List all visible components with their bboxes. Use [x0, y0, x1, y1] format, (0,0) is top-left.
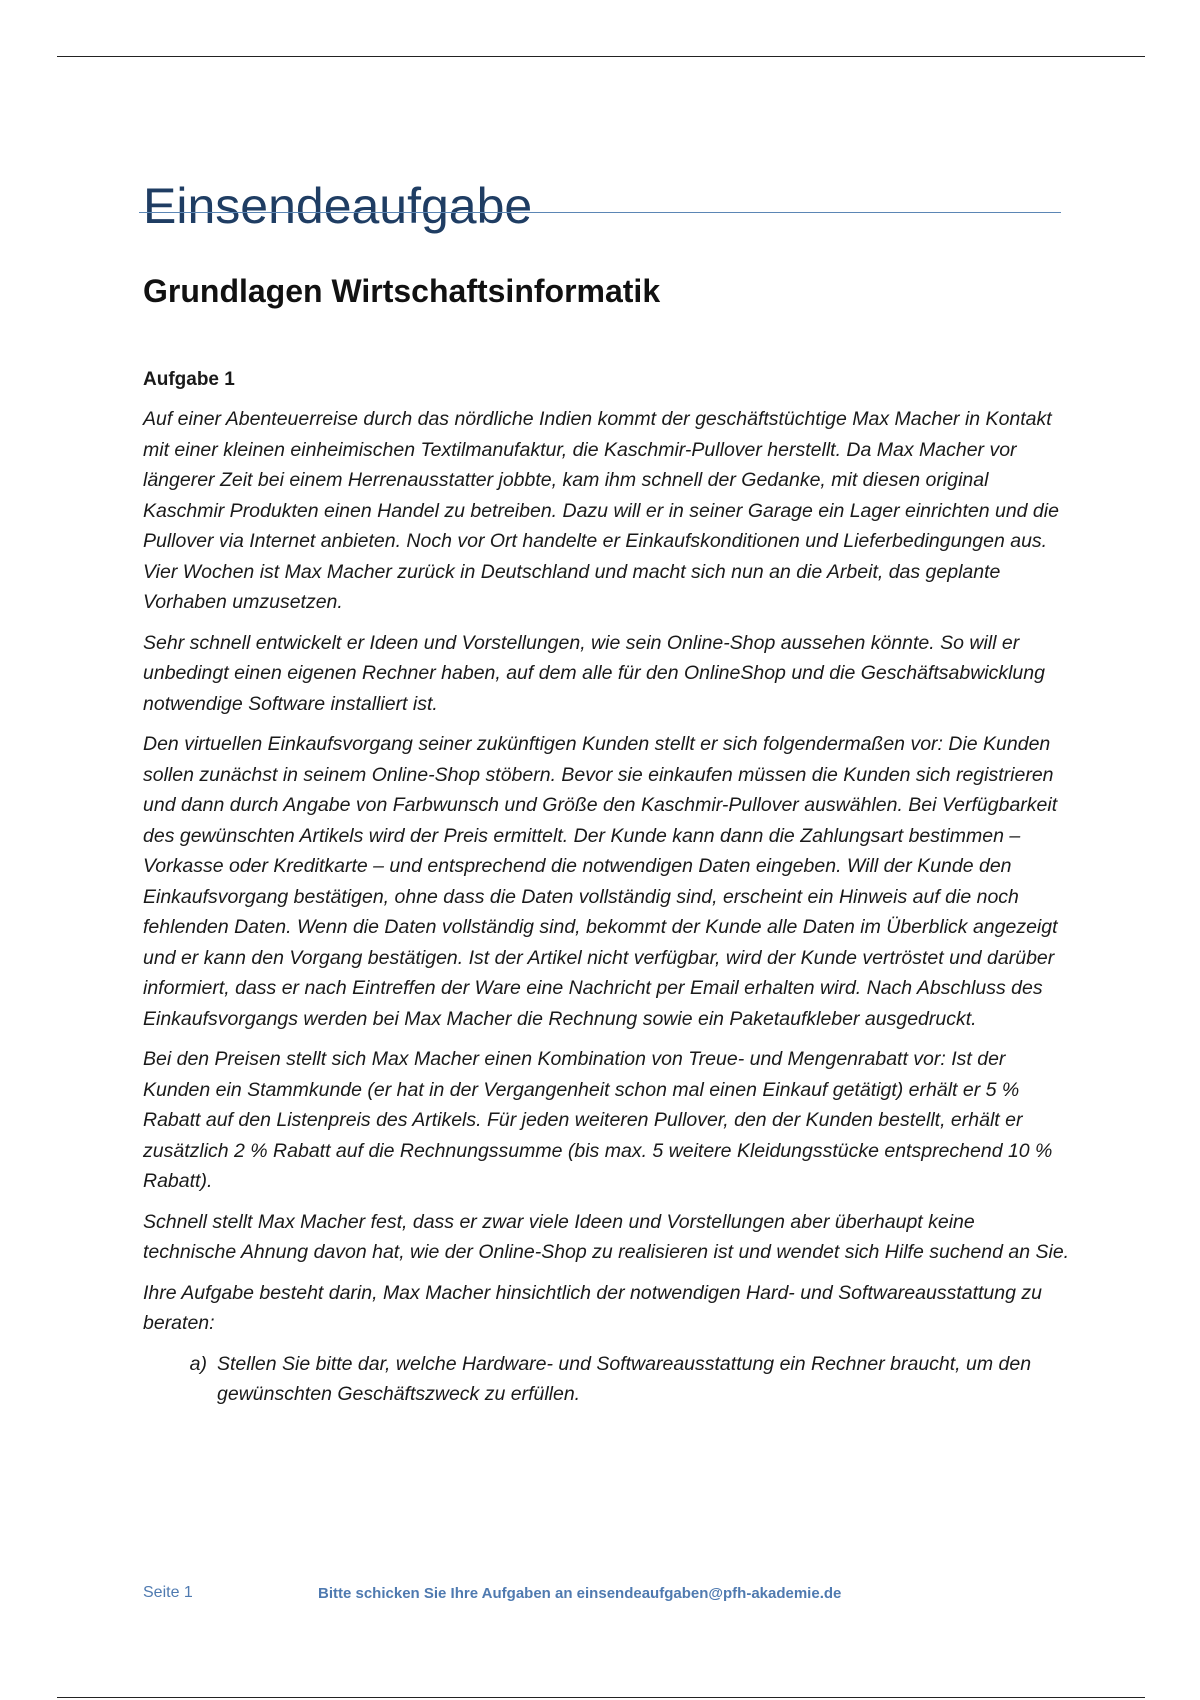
header-rule [57, 56, 1145, 57]
page-title: Einsendeaufgabe [143, 177, 533, 234]
page-subtitle: Grundlagen Wirtschaftsinformatik [143, 272, 661, 309]
task-content [143, 366, 1073, 1410]
paragraph-assignment: Ihre Aufgabe besteht darin, Max Macher hinsichtlich der notwendigen Hard- und Softwareausstattung zu beraten: [143, 1281, 1042, 1334]
task-heading: Aufgabe 1 [143, 369, 235, 390]
paragraph-intro: Auf einer Abenteuerreise durch das nördliche Indien kommt der geschäftstüchtige Max Macher in Kontakt mit einer kleinen einheimischen Textilmanufaktur, die Kaschmir-Pullover herstellt. Da Max Macher vor längerer Zeit bei einem Herrenausstatter jobbte, kam ihm schnell der Gedanke, mit diesen original Kaschmir Produkten einen Handel zu betreiben. Dazu will er in seiner Garage ein Lager einrichten und die Pullover via Internet anbieten. Noch vor Ort handelte er Einkaufskonditionen und Lieferbedingungen aus. Vier Wochen ist Max Macher zurück in Deutschland und macht sich nun an die Arbeit, das geplante Vorhaben umzusetzen. [143, 408, 1059, 613]
list-item [143, 1349, 1073, 1410]
paragraph-ideas: Sehr schnell entwickelt er Ideen und Vorstellungen, wie sein Online-Shop aussehen könnte. So will er unbedingt einen eigenen Rechner haben, auf dem alle für den OnlineShop und die Geschäftsabwicklung notwendige Software installiert ist. [143, 631, 1045, 715]
footer-submission-note: Bitte schicken Sie Ihre Aufgaben an einsendeaufgaben@pfh-akademie.de [318, 1585, 842, 1602]
footer-page-number: Seite 1 [143, 1584, 193, 1601]
title-underline [139, 212, 1061, 213]
footer-rule [57, 1697, 1145, 1698]
list-item-marker: a) [189, 1352, 207, 1375]
list-item-text: Stellen Sie bitte dar, welche Hardware- und Softwareausstattung ein Rechner braucht, um den gewünschten Geschäftszweck zu erfüllen. [217, 1352, 1032, 1405]
paragraph-pricing: Bei den Preisen stellt sich Max Macher einen Kombination von Treue- und Mengenrabatt vor: Ist der Kunden ein Stammkunde (er hat in der Vergangenheit schon mal einen Einkauf getätigt) erhält er 5 % Rabatt auf den Listenpreis des Artikels. Für jeden weiteren Pullover, den der Kunden bestellt, erhält er zusätzlich 2 % Rabatt auf die Rechnungssumme (bis max. 5 weitere Kleidungsstücke entsprechend 10 % Rabatt). [143, 1048, 1053, 1192]
page-footer [143, 1584, 1073, 1608]
paragraph-request-help: Schnell stellt Max Macher fest, dass er zwar viele Ideen und Vorstellungen aber überhaupt keine technische Ahnung davon hat, wie der Online-Shop zu realisieren ist und wendet sich Hilfe suchend an Sie. [143, 1210, 1070, 1263]
paragraph-shopping-process: Den virtuellen Einkaufsvorgang seiner zukünftigen Kunden stellt er sich folgendermaßen vor: Die Kunden sollen zunächst in seinem Online-Shop stöbern. Bevor sie einkaufen müssen die Kunden sich registrieren und dann durch Angabe von Farbwunsch und Größe den Kaschmir-Pullover auswählen. Bei Verfügbarkeit des gewünschten Artikels wird der Preis ermittelt. Der Kunde kann dann die Zahlungsart bestimmen – Vorkasse oder Kreditkarte – und entsprechend die notwendigen Daten eingeben. Will der Kunde den Einkaufsvorgang bestätigen, ohne dass die Daten vollständig sind, erscheint ein Hinweis auf die noch fehlenden Daten. Wenn die Daten vollständig sind, bekommt der Kunde alle Daten im Überblick angezeigt und er kann den Vorgang bestätigen. Ist der Artikel nicht verfügbar, wird der Kunde vertröstet und darüber informiert, dass er nach Eintreffen der Ware eine Nachricht per Email erhalten wird. Nach Abschluss des Einkaufsvorgangs werden bei Max Macher die Rechnung sowie ein Paketaufkleber ausgedruckt. [143, 733, 1058, 1030]
